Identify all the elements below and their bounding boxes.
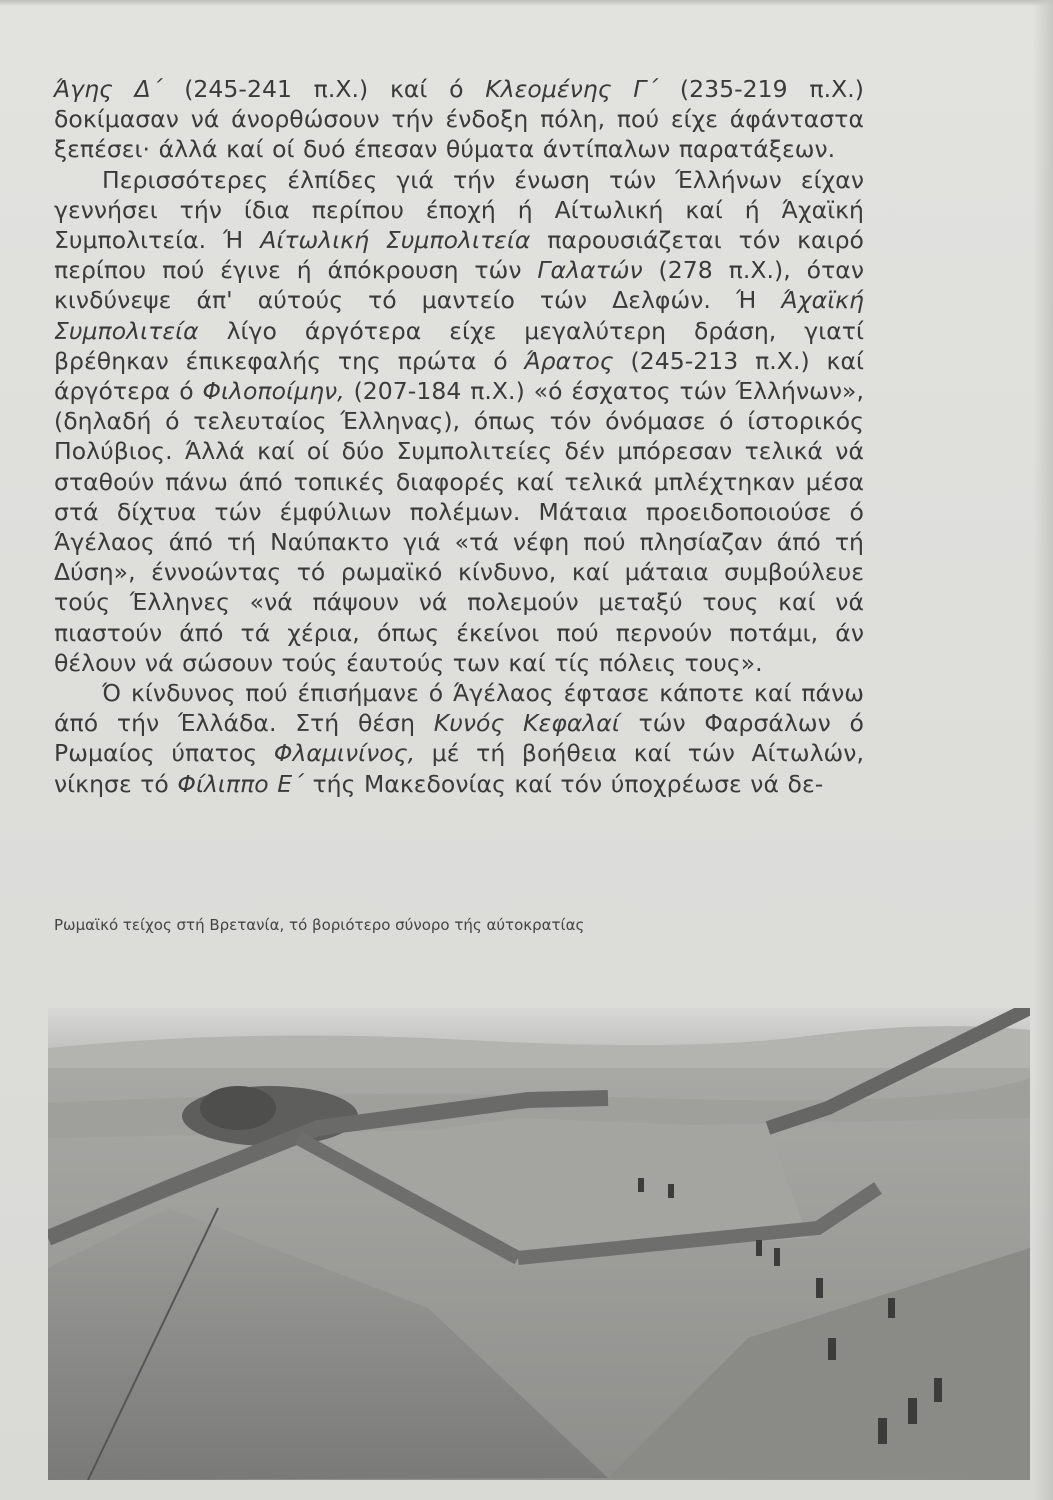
span-aratos: Άρατος <box>524 346 614 375</box>
span-achaiki: Άχαϊκή Συμπολιτεία <box>54 286 864 345</box>
span-flamininos: Φλαμινίνος, <box>273 739 416 768</box>
span-filopoimin: Φιλοποίμην, <box>202 377 345 406</box>
span-2-6: λίγο άργότερα είχε μεγαλύτερη δράση, γιατί βρέθηκαν έπικεφαλής της πρώτα ό <box>54 316 864 375</box>
span-1-3: (235-219 π.Χ.) δοκίμασαν νά άνορθώσουν τήν ένδοξη πόλη, πού είχε άφάνταστα ξεπέσει· άλλά καί οί δυό έπεσαν θύματα άντίπαλων παρατάξεων. <box>54 75 864 164</box>
tree-clump-dark <box>200 1086 276 1130</box>
span-3-6: τής Μακεδονίας καί τόν ύποχρέωσε νά δε- <box>303 769 824 798</box>
span-3-2: τών Φαρσάλων ό Ρωμαίος ύπατος <box>54 709 864 768</box>
span-filippos: Φίλιππο Ε΄ <box>177 769 304 798</box>
span-aitoliki: Αίτωλική Συμπολιτεία <box>260 226 531 255</box>
page-top-edge <box>0 0 1053 6</box>
span-agis: Άγης Δ΄ <box>54 75 163 103</box>
paragraph-1 <box>54 74 864 165</box>
span-2-0: Περισσότερες έλπίδες γιά τήν ένωση τών Έλλήνων είχαν γεννήσει τήν ίδια περίπου έποχή ή Αίτωλική καί ή Άχαϊκή Συμπολιτεία. Ή <box>54 165 864 255</box>
figure-caption: Ρωμαϊκό τείχος στή Βρετανία, τό βοριότερο σύνορο τής αύτοκρατίας <box>54 916 585 934</box>
span-kynos-kefalai: Κυνός Κεφαλαί <box>433 709 620 738</box>
page-right-edge <box>1033 0 1053 1500</box>
photo-roman-wall <box>48 1008 1030 1480</box>
body-text <box>54 74 864 799</box>
span-2-2: παρουσιάζεται τόν καιρό περίπου πού έγινε ή άπόκρουση τών <box>54 226 864 285</box>
span-galaton: Γαλατών <box>537 256 643 285</box>
span-1-1: (245-241 π.Χ.) καί ό <box>162 75 486 103</box>
span-2-10: (207-184 π.Χ.) «ό έσχατος τών Έλλήνων», (δηλαδή ό τελευταίος Έλληνας), όπως τόν όνόμασε ό ίστορικός Πολύβιος. Άλλά καί οί δύο Συμπολιτείες δέν μπόρεσαν τελικά νά σταθούν πάνω άπό τοπικές διαφορές καί τελικά μπλέχτηκαν μέσα στά δίχτυα τών έμφύλιων πολέμων. Μάταια προειδοποιούσε ό Άγέλαος άπό τή Ναύπακτο γιά «τά νέφη πού πλησίαζαν άπό τή Δύση», έννοώντας τό ρωμαϊκό κίνδυνο, καί μάταια συμβούλευε τούς Έλληνες «νά πάψουν νά πολεμούν μεταξύ τους καί νά πιαστούν άπό τά χέρια, όπως έκείνοι πού περνούν ποτάμι, άν θέλουν νά σώσουν τούς έαυτούς των καί τίς πόλεις τους». <box>54 377 864 677</box>
photo-illustration <box>48 1008 1030 1480</box>
span-kleomenis: Κλεομένης Γ΄ <box>485 75 659 103</box>
span-3-0: Ό κίνδυνος πού έπισήμανε ό Άγέλαος έφτασε κάποτε καί πάνω άπό τήν Έλλάδα. Στή θέση <box>54 679 864 738</box>
span-2-8: (245-213 π.Χ.) καί άργότερα ό <box>54 346 864 406</box>
span-3-4: μέ τή βοήθεια καί τών Αίτωλών, νίκησε τό <box>54 739 864 798</box>
span-2-4: (278 π.Χ.), όταν κινδύνεψε άπ' αύτούς τό μαντείο τών Δελφών. Ή <box>54 256 864 315</box>
paragraph-2 <box>54 165 864 678</box>
paragraph-3 <box>54 678 864 799</box>
